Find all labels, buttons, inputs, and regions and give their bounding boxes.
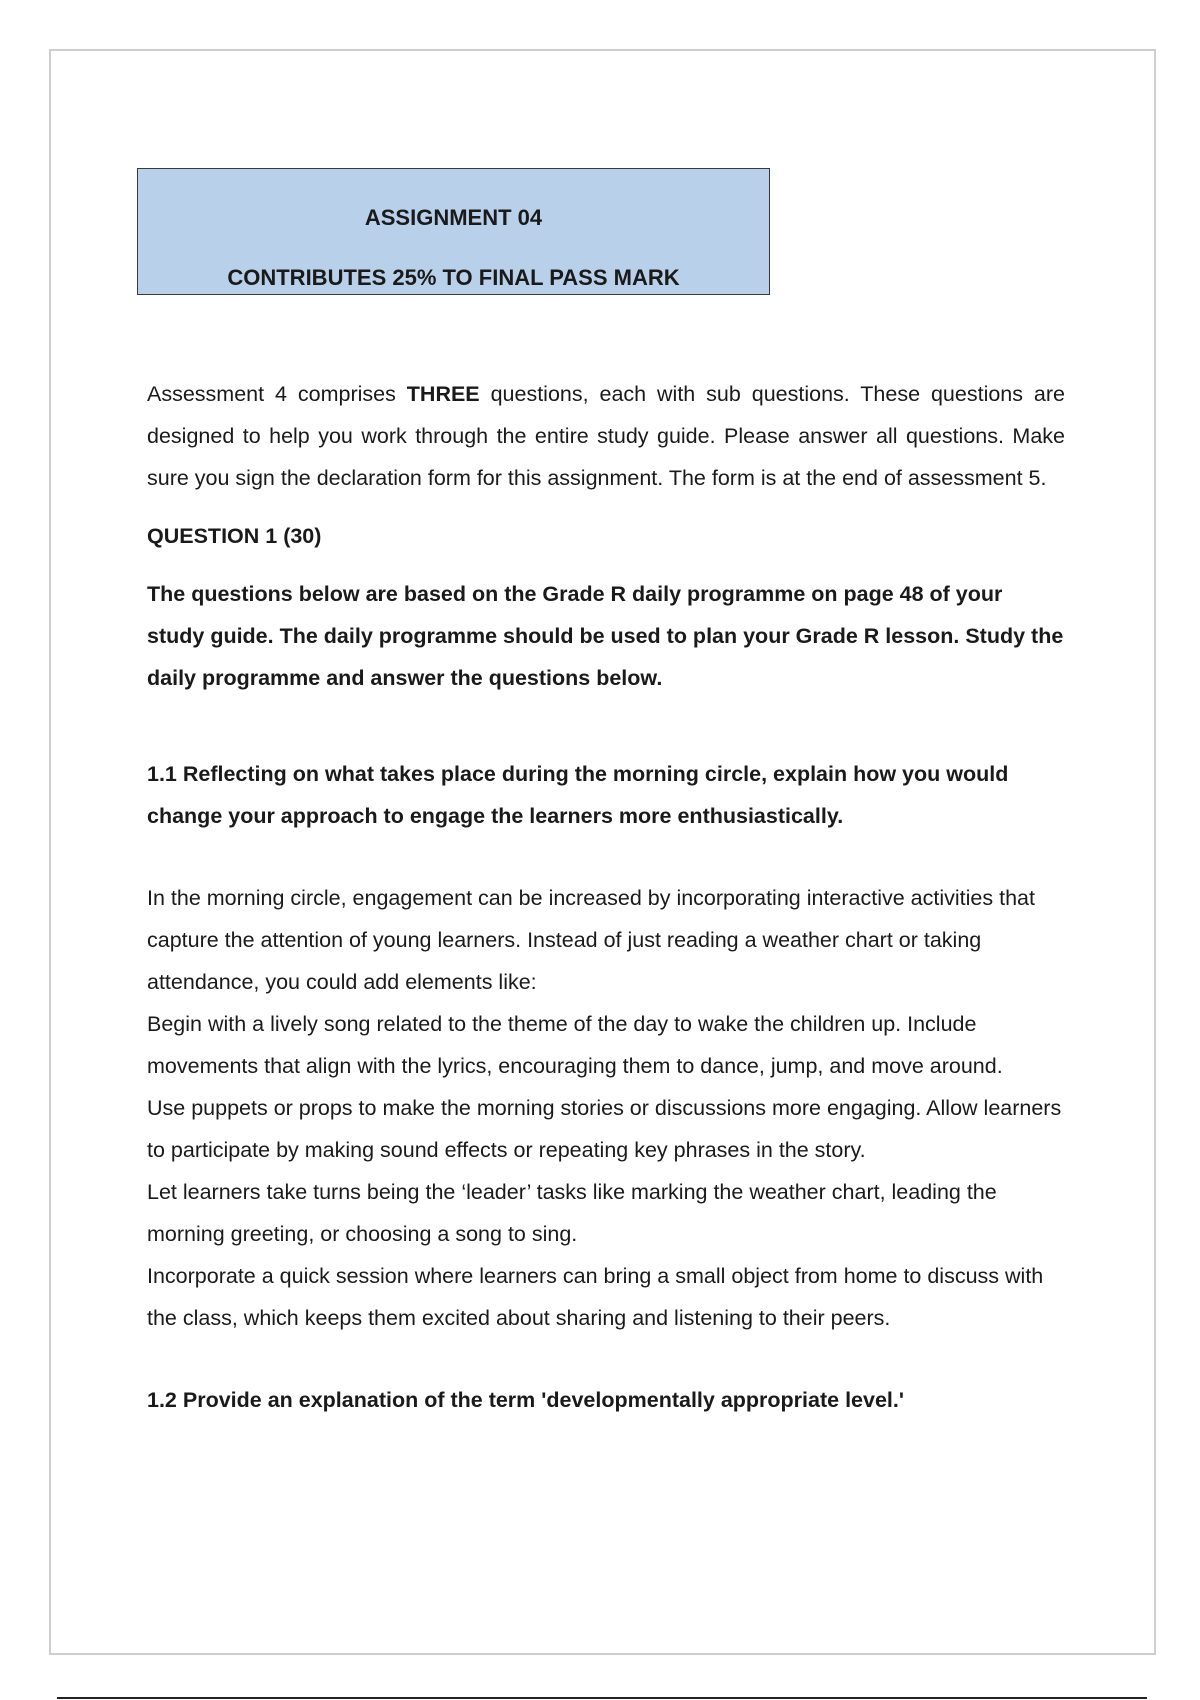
answer-paragraph: In the morning circle, engagement can be increased by incorporating interactive activities that capture the attention of young learners. Instead of just reading a weather chart or taking attendance, you could add elements like:	[147, 886, 1035, 994]
intro-paragraph	[147, 373, 1065, 499]
intro-text-2: questions, each with sub questions. These questions are designed to help you work through the entire study guide. Please answer all questions. Make sure you sign the declaration form for this assignment. The form is at the end of assessment 5.	[147, 382, 1065, 490]
question-1-heading: QUESTION 1 (30)	[147, 524, 322, 548]
assignment-title: ASSIGNMENT 04	[364, 205, 543, 230]
answer-paragraph: Use puppets or props to make the morning stories or discussions more engaging. Allow learners to participate by making sound effects or repeating key phrases in the story.	[147, 1096, 1062, 1162]
document-page	[49, 49, 1156, 1655]
bottom-divider	[57, 1697, 1147, 1699]
answer-1-1	[147, 877, 1065, 1339]
question-1-lead: The questions below are based on the Grade R daily programme on page 48 of your study guide. The daily programme should be used to plan your Grade R lesson. Study the daily programme and answer the questions below.	[147, 582, 1064, 690]
document-body	[147, 373, 1065, 1421]
assignment-title-box	[137, 168, 770, 295]
answer-paragraph: Incorporate a quick session where learners can bring a small object from home to discuss with the class, which keeps them excited about sharing and listening to their peers.	[147, 1264, 1044, 1330]
assignment-subtitle: CONTRIBUTES 25% TO FINAL PASS MARK	[227, 265, 680, 290]
intro-text-1: Assessment 4 comprises	[147, 382, 407, 406]
question-1-2: 1.2 Provide an explanation of the term 'developmentally appropriate level.'	[147, 1388, 904, 1412]
question-1-1: 1.1 Reflecting on what takes place during the morning circle, explain how you would change your approach to engage the learners more enthusiastically.	[147, 762, 1009, 828]
intro-emphasis: THREE	[406, 382, 480, 406]
answer-paragraph: Let learners take turns being the ‘leader’ tasks like marking the weather chart, leading the morning greeting, or choosing a song to sing.	[147, 1180, 997, 1246]
answer-paragraph: Begin with a lively song related to the theme of the day to wake the children up. Include movements that align with the lyrics, encouraging them to dance, jump, and move around.	[147, 1012, 1003, 1078]
